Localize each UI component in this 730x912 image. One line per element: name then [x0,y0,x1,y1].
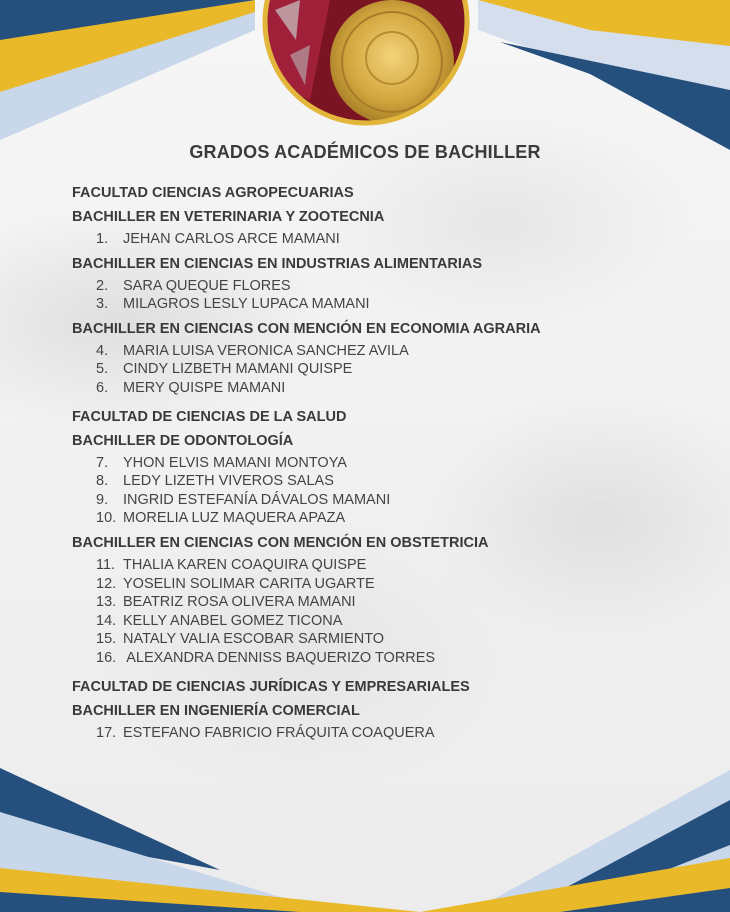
student-number: 15. [96,631,117,648]
student-number: 12. [96,575,117,592]
degree-heading: BACHILLER EN CIENCIAS CON MENCIÓN EN OBSTETRICIA [72,534,489,551]
student-name: YHON ELVIS MAMANI MONTOYA [123,454,347,471]
student-name: NATALY VALIA ESCOBAR SARMIENTO [123,631,385,648]
student-number: 8. [96,473,109,490]
student-name: MERY QUISPE MAMANI [123,379,286,396]
student-list-item [72,612,672,631]
student-list-item [72,454,672,473]
student-name: LEDY LIZETH VIVEROS SALAS [123,473,334,490]
student-name: ALEXANDRA DENNISS BAQUERIZO TORRES [123,649,436,666]
student-number: 16. [96,649,117,666]
student-name: THALIA KAREN COAQUIRA QUISPE [123,556,367,573]
student-name: INGRID ESTEFANÍA DÁVALOS MAMANI [123,491,391,508]
student-list-item [72,379,672,398]
degree-heading: BACHILLER EN VETERINARIA Y ZOOTECNIA [72,209,385,225]
student-number: 6. [96,379,109,396]
student-name: CINDY LIZBETH MAMANI QUISPE [123,361,353,378]
student-number: 13. [96,594,117,611]
degree-heading: BACHILLER EN CIENCIAS EN INDUSTRIAS ALIMENTARIAS [72,255,483,272]
student-number: 4. [96,342,109,359]
faculty-heading: FACULTAD DE CIENCIAS DE LA SALUD [72,408,347,425]
student-number: 1. [96,231,109,247]
student-list-item [72,509,672,528]
faculty-heading: FACULTAD CIENCIAS AGROPECUARIAS [72,185,354,201]
student-number: 5. [96,361,109,378]
student-list-item [72,724,672,743]
student-name: SARA QUEQUE FLORES [123,277,291,294]
student-list-item [72,342,672,361]
student-name: BEATRIZ ROSA OLIVERA MAMANI [123,594,356,611]
student-list-item [72,295,672,314]
student-list-item [72,630,672,649]
faculty-heading: FACULTAD DE CIENCIAS JURÍDICAS Y EMPRESARIALES [72,678,470,695]
student-number: 11. [96,556,116,573]
student-name: JEHAN CARLOS ARCE MAMANI [123,231,340,247]
student-number: 9. [96,491,109,508]
student-number: 14. [96,612,117,629]
student-number: 2. [96,277,109,294]
student-number: 7. [96,454,109,471]
student-name: KELLY ANABEL GOMEZ TICONA [123,612,343,629]
page-title: GRADOS ACADÉMICOS DE BACHILLER [189,142,541,162]
degree-heading: BACHILLER EN INGENIERÍA COMERCIAL [72,702,360,719]
degree-heading: BACHILLER EN CIENCIAS CON MENCIÓN EN ECONOMIA AGRARIA [72,320,541,337]
degree-heading: BACHILLER DE ODONTOLOGÍA [72,432,294,449]
medal-coin [330,0,454,124]
student-list-item [72,556,672,575]
graduates-list [72,184,672,742]
student-list-item [72,593,672,612]
medal-photo [260,0,472,130]
student-list-item [72,491,672,510]
student-list-item [72,230,672,249]
student-list-item [72,360,672,379]
student-name: MILAGROS LESLY LUPACA MAMANI [123,296,370,313]
student-list-item [72,575,672,594]
student-name: ESTEFANO FABRICIO FRÁQUITA COAQUERA [123,724,435,741]
student-number: 10. [96,510,117,527]
student-name: YOSELIN SOLIMAR CARITA UGARTE [123,575,375,592]
student-name: MARIA LUISA VERONICA SANCHEZ AVILA [123,342,409,359]
student-list-item [72,649,672,668]
student-list-item [72,277,672,296]
student-list-item [72,472,672,491]
student-name: MORELIA LUZ MAQUERA APAZA [123,510,346,527]
student-number: 3. [96,296,109,313]
student-number: 17. [96,724,117,741]
